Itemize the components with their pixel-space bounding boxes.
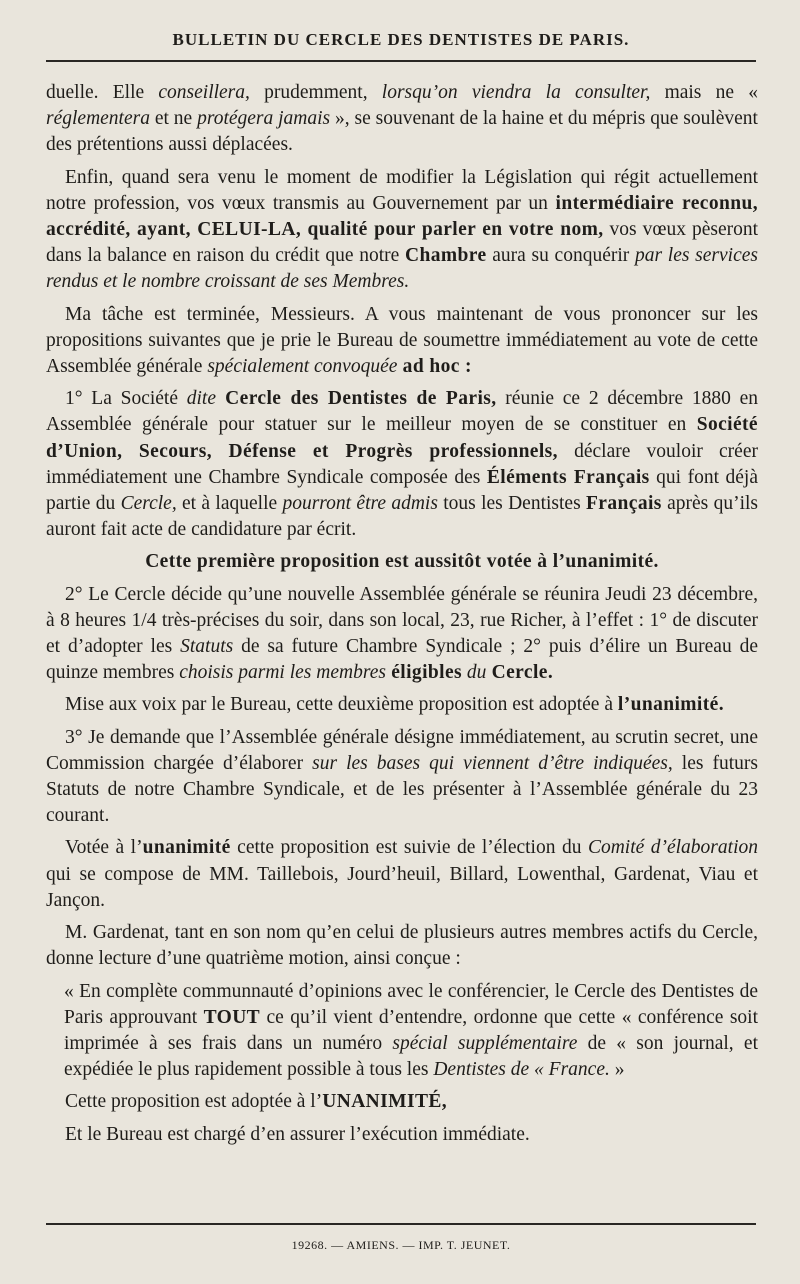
motion-quote	[46, 979, 758, 1084]
italic-run: spécial supplémentaire	[392, 1032, 578, 1054]
text-run: duelle. Elle	[46, 82, 159, 103]
text-run: Et le Bureau est chargé d’en assurer l’exécution immédiate.	[65, 1123, 530, 1145]
text-run: après qu’ils auront fait acte de candidature par écrit.	[46, 493, 758, 541]
italic-run: du	[462, 662, 487, 684]
text-run: et à laquelle	[176, 493, 283, 515]
text-run: de « son journal, et expédiée le plus rapidement possible à tous les	[64, 1032, 758, 1081]
bold-run: TOUT	[203, 1006, 261, 1028]
text-run: M. Gardenat, tant en son nom qu’en celui de plusieurs autres membres actifs du Cercle, donne lecture d’une quatrième motion, ainsi conçue :	[46, 922, 758, 970]
text-run: ce qu’il vient d’entendre, ordonne que cette « conférence soit imprimée à ses frais dans un numéro	[64, 1006, 758, 1054]
text-run: qui se compose de MM. Taillebois, Jourd’heuil, Billard, Lowenthal, Gardenat, Viau et Jançon.	[46, 863, 758, 911]
footer-rule	[46, 1223, 756, 1225]
body-text	[46, 80, 758, 1154]
bold-run: Éléments Français	[486, 466, 650, 488]
bold-run: unanimité	[142, 837, 231, 859]
text-run: 3° Je demande que l’Assemblée générale désigne immédiatement, au scrutin secret, une Commission chargée d’élaborer	[46, 726, 758, 774]
italic-run: conseillera,	[158, 82, 250, 103]
header-rule	[46, 60, 756, 62]
text-run: qui font déjà partie du	[46, 466, 758, 515]
bold-run: intermédiaire reconnu, accrédité, ayant, CELUI-LA, qualité pour parler en votre nom,	[46, 192, 758, 241]
bold-run: Société d’Union, Secours, Défense et Progrès professionnels,	[46, 414, 758, 462]
italic-run: Comité d’élaboration	[587, 837, 758, 859]
italic-run: choisis parmi les membres	[179, 662, 386, 684]
proposition-3	[46, 725, 758, 830]
italic-run: pourront être admis	[282, 493, 438, 515]
vote-result-2	[46, 692, 758, 718]
text-run: Enfin, quand sera venu le moment de modifier la Législation qui régit actuellement notre profession, vos vœux transmis au Gouvernement par un	[46, 166, 758, 214]
text-run: Votée à l’	[65, 837, 143, 859]
bold-run: Français	[586, 493, 662, 515]
text-run: », se souvenant de la haine et du mépris que soulèvent des prétentions aussi déplacées.	[46, 108, 758, 156]
text-run: Cette proposition est adoptée à l’	[65, 1091, 323, 1113]
vote-result-3	[46, 835, 758, 914]
italic-run: réglementera	[46, 108, 150, 130]
italic-run: Statuts	[180, 636, 234, 658]
italic-run: Cercle,	[120, 493, 177, 515]
motion-intro	[46, 920, 758, 972]
text-run: »	[609, 1059, 625, 1081]
text-run: réunie ce 2 décembre 1880 en Assemblée générale pour statuer sur le meilleur moyen de se constituer en	[46, 388, 759, 436]
bold-run: l’unanimité.	[617, 694, 724, 716]
text-run: cette proposition est suivie de l’élection du	[230, 837, 588, 859]
paragraph-3	[46, 302, 758, 381]
closing-paragraph	[46, 1122, 758, 1148]
text-run: vos vœux pèseront dans la balance en raison du crédit que notre	[46, 219, 759, 267]
text-run: tous les Dentistes	[437, 493, 586, 515]
bold-run: Cercle des Dentistes de Paris,	[216, 388, 497, 410]
vote-result-4	[46, 1089, 758, 1115]
running-header: BULLETIN DU CERCLE DES DENTISTES DE PARIS.	[172, 30, 630, 49]
bold-run: Cercle.	[486, 662, 554, 684]
text-run: Ma tâche est terminée, Messieurs. A vous maintenant de vous prononcer sur les propositions suivantes que je prie le Bureau de soumettre immédiatement au vote de cette Assemblée générale	[46, 303, 758, 378]
bold-run: UNANIMITÉ,	[322, 1091, 448, 1113]
text-run: et ne	[149, 108, 198, 130]
italic-run: par les services rendus et le nombre croissant de ses Membres.	[46, 245, 758, 293]
printer-imprint: 19268. — AMIENS. — IMP. T. JEUNET.	[291, 1238, 511, 1252]
paragraph-1	[46, 80, 758, 159]
text-run: prudemment,	[249, 82, 382, 103]
italic-run: sur les bases qui viennent d’être indiquées,	[312, 752, 673, 774]
bold-run: éligibles	[385, 662, 462, 684]
bold-run: Chambre	[404, 245, 487, 267]
bold-run: ad hoc :	[397, 356, 472, 378]
text-run: mais ne «	[650, 82, 759, 103]
text-run: Mise aux voix par le Bureau, cette deuxième proposition est adoptée à	[65, 694, 618, 716]
italic-run: Dentistes de « France.	[433, 1059, 610, 1081]
italic-run: protégera jamais	[197, 108, 331, 130]
text-run: « En complète communnauté d’opinions avec le conférencier, le Cercle des Dentistes de Paris approuvant	[64, 980, 758, 1028]
text-run: les futurs Statuts de notre Chambre Syndicale, et de les présenter à l’Assemblée générale du 23 courant.	[46, 752, 758, 827]
italic-run: spécialement convoquée	[207, 356, 398, 378]
italic-run: dite	[186, 388, 217, 410]
text-run: 2° Le Cercle décide qu’une nouvelle Assemblée générale se réunira Jeudi 23 décembre, à 8 heures 1/4 très-précises du soir, dans son local, 23, rue Richer, à l’effet : 1° de discuter et d’adopter les	[46, 583, 758, 658]
proposition-1	[46, 386, 758, 543]
italic-run: lorsqu’on viendra la consulter,	[381, 82, 651, 103]
proposition-2	[46, 582, 758, 687]
text-run: aura su conquérir	[486, 245, 635, 267]
vote-result-1	[46, 549, 758, 575]
text-run: 1° La Société	[65, 388, 187, 410]
text-run: déclare vouloir créer immédiatement une Chambre Syndicale composée des	[46, 440, 758, 488]
bold-run: Cette première proposition est aussitôt votée à l’unanimité.	[145, 551, 659, 573]
paragraph-2	[46, 165, 758, 296]
text-run: de sa future Chambre Syndicale ; 2° puis d’élire un Bureau de quinze membres	[46, 636, 758, 684]
